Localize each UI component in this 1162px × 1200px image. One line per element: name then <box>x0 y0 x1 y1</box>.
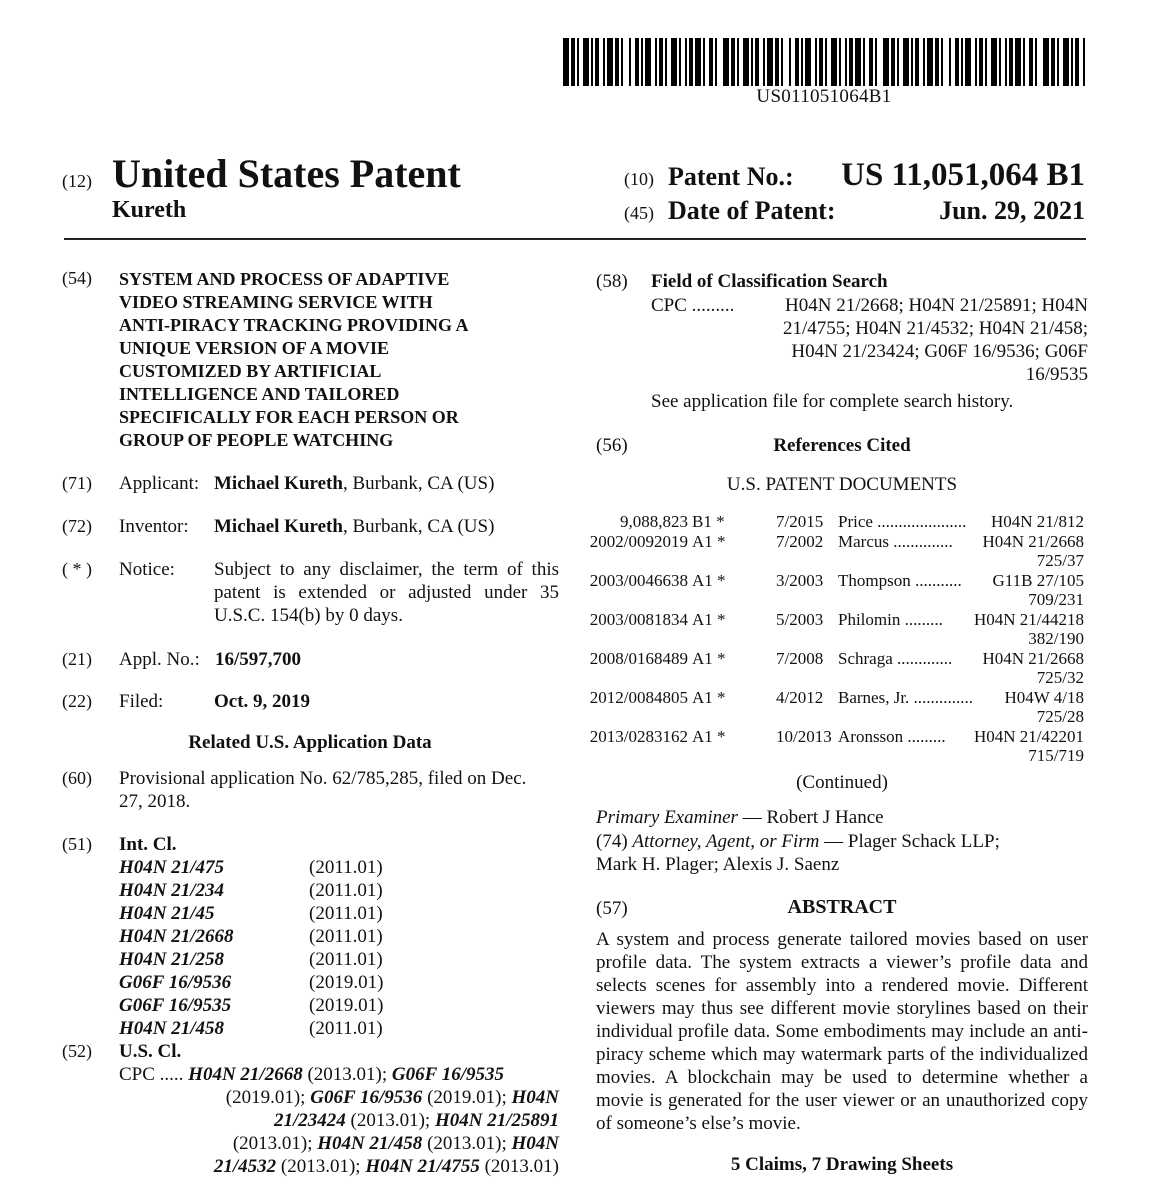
int-cl-row <box>119 948 419 971</box>
applicant-label: Applicant: <box>119 473 200 494</box>
examiner-label: Primary Examiner <box>596 807 738 828</box>
patent-date: Jun. 29, 2021 <box>939 196 1085 225</box>
int-cl-version: (2011.01) <box>309 1018 383 1039</box>
int-cl-code: H04N 21/458 <box>119 1018 225 1039</box>
int-cl-row <box>119 856 419 879</box>
us-cl-line <box>119 1063 559 1086</box>
cpc-code: 21/4532 <box>213 1156 277 1177</box>
field-cpc-codes <box>740 294 1088 386</box>
ref-date: 7/2008 <box>776 648 824 668</box>
inventor-label: Inventor: <box>119 516 189 537</box>
int-cl-list <box>119 856 419 1040</box>
filed-date: Oct. 9, 2019 <box>214 691 311 712</box>
reference-row <box>589 570 1088 591</box>
reference-subclass-row <box>596 629 1088 649</box>
int-cl-code: G06F 16/9535 <box>119 995 232 1016</box>
int-cl-row <box>119 994 419 1017</box>
references-table <box>589 512 1088 766</box>
ref-kind: A1 * <box>692 531 726 551</box>
int-cl-row <box>119 1017 419 1040</box>
cpc-code: G06F 16/9535 <box>391 1064 504 1085</box>
ref-kind: A1 * <box>692 609 726 629</box>
int-cl-row <box>119 879 419 902</box>
cpc-version: (2013.01) <box>479 1156 559 1177</box>
ref-doc-number: 2008/0168489 <box>589 648 688 668</box>
int-cl-row <box>119 971 419 994</box>
code-58: (58) <box>596 271 628 292</box>
inventor-location: , Burbank, CA (US) <box>342 516 495 537</box>
title-line: VIDEO STREAMING SERVICE WITH <box>119 292 433 312</box>
ref-doc-number: 2012/0084805 <box>589 687 688 707</box>
code-52: (52) <box>62 1041 92 1061</box>
us-cl-line <box>119 1132 559 1155</box>
ref-doc-number: 2002/0092019 <box>589 531 688 551</box>
int-cl-version: (2011.01) <box>309 857 383 878</box>
code-74: (74) <box>596 831 628 852</box>
title-line: ANTI-PIRACY TRACKING PROVIDING A <box>119 315 469 335</box>
code-12: (12) <box>62 171 92 191</box>
inventor <box>214 515 494 538</box>
int-cl-code: H04N 21/475 <box>119 857 225 878</box>
field-heading: Field of Classification Search <box>651 271 888 292</box>
invention-title <box>119 268 559 452</box>
attorney-line-2: Mark H. Plager; Alexis J. Saenz <box>596 854 840 875</box>
title-line: INTELLIGENCE AND TAILORED <box>119 384 400 404</box>
cpc-code: H04N <box>511 1133 559 1154</box>
cpc-code: G06F 16/9536 <box>310 1087 423 1108</box>
provisional-text <box>119 767 559 813</box>
refs-subheading: U.S. PATENT DOCUMENTS <box>726 474 958 495</box>
int-cl-row <box>119 902 419 925</box>
int-cl-label: Int. Cl. <box>119 834 177 855</box>
ref-name: Thompson ........... <box>838 570 962 590</box>
attorney <box>596 830 1000 853</box>
code-71: (71) <box>62 473 92 493</box>
reference-row <box>589 687 1088 708</box>
ref-class: H04N 21/2668 <box>982 531 1084 551</box>
code-51: (51) <box>62 834 92 854</box>
code-72: (72) <box>62 516 92 536</box>
title-line: UNIQUE VERSION OF A MOVIE <box>119 338 390 358</box>
code-22: (22) <box>62 691 92 711</box>
reference-subclass-row <box>596 668 1088 688</box>
reference-row <box>589 531 1088 552</box>
reference-subclass-row <box>596 707 1088 727</box>
attorney-line-1: — Plager Schack LLP; <box>819 831 1000 852</box>
provisional-line: 27, 2018. <box>119 791 191 812</box>
cpc-version: (2013.01); <box>345 1110 435 1131</box>
us-cl-line <box>119 1155 559 1178</box>
title-line: SPECIFICALLY FOR EACH PERSON OR <box>119 407 459 427</box>
code-57: (57) <box>596 898 628 919</box>
ref-subclass: 725/37 <box>1036 551 1084 570</box>
code-21: (21) <box>62 649 92 669</box>
code-45: (45) <box>624 203 654 223</box>
ref-class: G11B 27/105 <box>992 570 1084 590</box>
ref-subclass: 715/719 <box>1028 746 1084 765</box>
cpc-code: H04N 21/4755 <box>365 1156 480 1177</box>
int-cl-code: H04N 21/258 <box>119 949 225 970</box>
int-cl-version: (2019.01) <box>309 972 384 993</box>
notice-line: patent is extended or adjusted under 35 <box>214 582 559 603</box>
title-line: GROUP OF PEOPLE WATCHING <box>119 430 394 450</box>
cpc-code: H04N 21/25891 <box>434 1110 559 1131</box>
ref-doc-number: 2003/0081834 <box>589 609 688 629</box>
patent-no-label: Patent No.: <box>668 162 794 191</box>
patent-number: US 11,051,064 B1 <box>841 157 1085 193</box>
int-cl-code: H04N 21/2668 <box>119 926 234 947</box>
us-cl-cpc: CPC ..... <box>119 1064 184 1085</box>
field-line: H04N 21/23424; G06F 16/9536; G06F <box>791 341 1088 362</box>
ref-date: 7/2015 <box>776 512 824 531</box>
document-title: United States Patent <box>112 151 461 196</box>
refs-heading: References Cited <box>773 435 911 456</box>
appl-number: 16/597,700 <box>215 649 302 670</box>
ref-name: Marcus .............. <box>838 531 953 551</box>
code-60: (60) <box>62 768 92 788</box>
cpc-version: (2013.01); <box>232 1133 318 1154</box>
attorney-label: Attorney, Agent, or Firm <box>632 831 820 852</box>
abstract-heading: ABSTRACT <box>787 896 897 918</box>
cpc-code: H04N <box>511 1087 559 1108</box>
ref-kind: A1 * <box>692 726 726 746</box>
ref-date: 3/2003 <box>776 570 824 590</box>
header-inventor: Kureth <box>112 197 187 223</box>
cpc-code: H04N 21/458 <box>317 1133 423 1154</box>
ref-date: 7/2002 <box>776 531 824 551</box>
us-cl-label: U.S. Cl. <box>119 1041 182 1062</box>
cpc-version: (2019.01); <box>422 1087 512 1108</box>
ref-class: H04W 4/18 <box>1004 687 1084 707</box>
inventor-name: Michael Kureth <box>214 516 343 537</box>
reference-subclass-row <box>596 746 1088 766</box>
ref-name: Price ..................... <box>838 512 967 531</box>
examiner-name: — Robert J Hance <box>737 807 884 828</box>
reference-row <box>589 609 1088 630</box>
reference-row <box>589 726 1088 747</box>
field-see: See application file for complete search history. <box>651 391 1014 412</box>
ref-name: Schraga ............. <box>838 648 953 668</box>
notice-label: Notice: <box>119 559 175 580</box>
ref-class: H04N 21/44218 <box>973 609 1084 629</box>
notice-line: U.S.C. 154(b) by 0 days. <box>214 605 403 626</box>
cpc-code: H04N 21/2668 <box>188 1064 303 1085</box>
code-10: (10) <box>624 169 654 189</box>
examiner <box>596 806 884 829</box>
ref-date: 5/2003 <box>776 609 824 629</box>
field-line: 16/9535 <box>1025 364 1088 385</box>
int-cl-version: (2011.01) <box>309 903 383 924</box>
ref-kind: A1 * <box>692 648 726 668</box>
header-divider <box>64 238 1086 240</box>
title-line: CUSTOMIZED BY ARTIFICIAL <box>119 361 382 381</box>
ref-subclass: 725/28 <box>1036 707 1084 726</box>
ref-kind: B1 * <box>692 512 725 531</box>
related-heading: Related U.S. Application Data <box>188 732 432 753</box>
cpc-version: (2013.01); <box>276 1156 366 1177</box>
ref-subclass: 725/32 <box>1036 668 1084 687</box>
int-cl-code: G06F 16/9536 <box>119 972 232 993</box>
ref-name: Aronsson ......... <box>838 726 946 746</box>
int-cl-version: (2019.01) <box>309 995 384 1016</box>
code-56: (56) <box>596 435 628 456</box>
int-cl-row <box>119 925 419 948</box>
field-cpc-label: CPC ......... <box>651 295 735 316</box>
reference-row <box>596 512 1088 532</box>
ref-class: H04N 21/42201 <box>973 726 1084 746</box>
title-line: SYSTEM AND PROCESS OF ADAPTIVE <box>119 269 450 289</box>
ref-date: 10/2013 <box>776 726 832 746</box>
notice-text <box>214 558 559 627</box>
reference-subclass-row <box>596 590 1088 610</box>
ref-subclass: 709/231 <box>1028 590 1084 609</box>
applicant <box>214 472 494 495</box>
ref-date: 4/2012 <box>776 687 824 707</box>
barcode-number: US011051064B1 <box>756 86 892 107</box>
ref-doc-number: 2013/0283162 <box>589 726 688 746</box>
appl-label: Appl. No.: <box>119 649 200 670</box>
ref-doc-number: 9,088,823 <box>620 512 688 531</box>
ref-subclass: 382/190 <box>1028 629 1084 648</box>
date-label: Date of Patent: <box>668 196 836 225</box>
cpc-version: (2013.01); <box>422 1133 512 1154</box>
code-notice: ( * ) <box>62 559 92 579</box>
us-cl-line <box>119 1109 559 1132</box>
field-line: 21/4755; H04N 21/4532; H04N 21/458; <box>782 318 1088 339</box>
ref-class: H04N 21/812 <box>990 512 1084 531</box>
reference-subclass-row <box>596 551 1088 571</box>
ref-kind: A1 * <box>692 687 726 707</box>
ref-name: Philomin ......... <box>838 609 943 629</box>
int-cl-version: (2011.01) <box>309 926 383 947</box>
int-cl-version: (2011.01) <box>309 949 383 970</box>
applicant-name: Michael Kureth <box>214 473 343 494</box>
int-cl-code: H04N 21/234 <box>119 880 225 901</box>
ref-class: H04N 21/2668 <box>982 648 1084 668</box>
cpc-version: (2013.01); <box>302 1064 392 1085</box>
code-54: (54) <box>62 268 92 288</box>
ref-name: Barnes, Jr. .............. <box>838 687 974 707</box>
barcode <box>563 38 1085 86</box>
refs-continued: (Continued) <box>796 772 888 793</box>
cpc-code: 21/23424 <box>274 1110 346 1131</box>
applicant-location: , Burbank, CA (US) <box>342 473 495 494</box>
notice-line: Subject to any disclaimer, the term of this <box>214 559 559 580</box>
abstract-text: A system and process generate tailored movies based on user profile data. The system extracts a viewer’s profile data and selects scenes for assembly into a rendered movie. Different viewers may thus see different movie storylines based on their individual profile data. Some embodiments may include an anti-piracy scheme which may watermark parts of the individualized movies. A blockchain may be used to determine whether a movie is generated for the user viewer or an unauthorized copy of someone’s else’s movie. <box>596 929 1088 1134</box>
claims-summary: 5 Claims, 7 Drawing Sheets <box>730 1154 954 1175</box>
ref-kind: A1 * <box>692 570 726 590</box>
ref-doc-number: 2003/0046638 <box>589 570 688 590</box>
us-cl-text <box>119 1063 559 1178</box>
filed-label: Filed: <box>119 691 164 712</box>
int-cl-version: (2011.01) <box>309 880 383 901</box>
cpc-version: (2019.01); <box>225 1087 311 1108</box>
reference-row <box>589 648 1088 669</box>
field-line: H04N 21/2668; H04N 21/25891; H04N <box>785 295 1088 316</box>
int-cl-code: H04N 21/45 <box>119 903 215 924</box>
us-cl-line <box>119 1086 559 1109</box>
provisional-line: Provisional application No. 62/785,285, filed on Dec. <box>119 768 527 789</box>
